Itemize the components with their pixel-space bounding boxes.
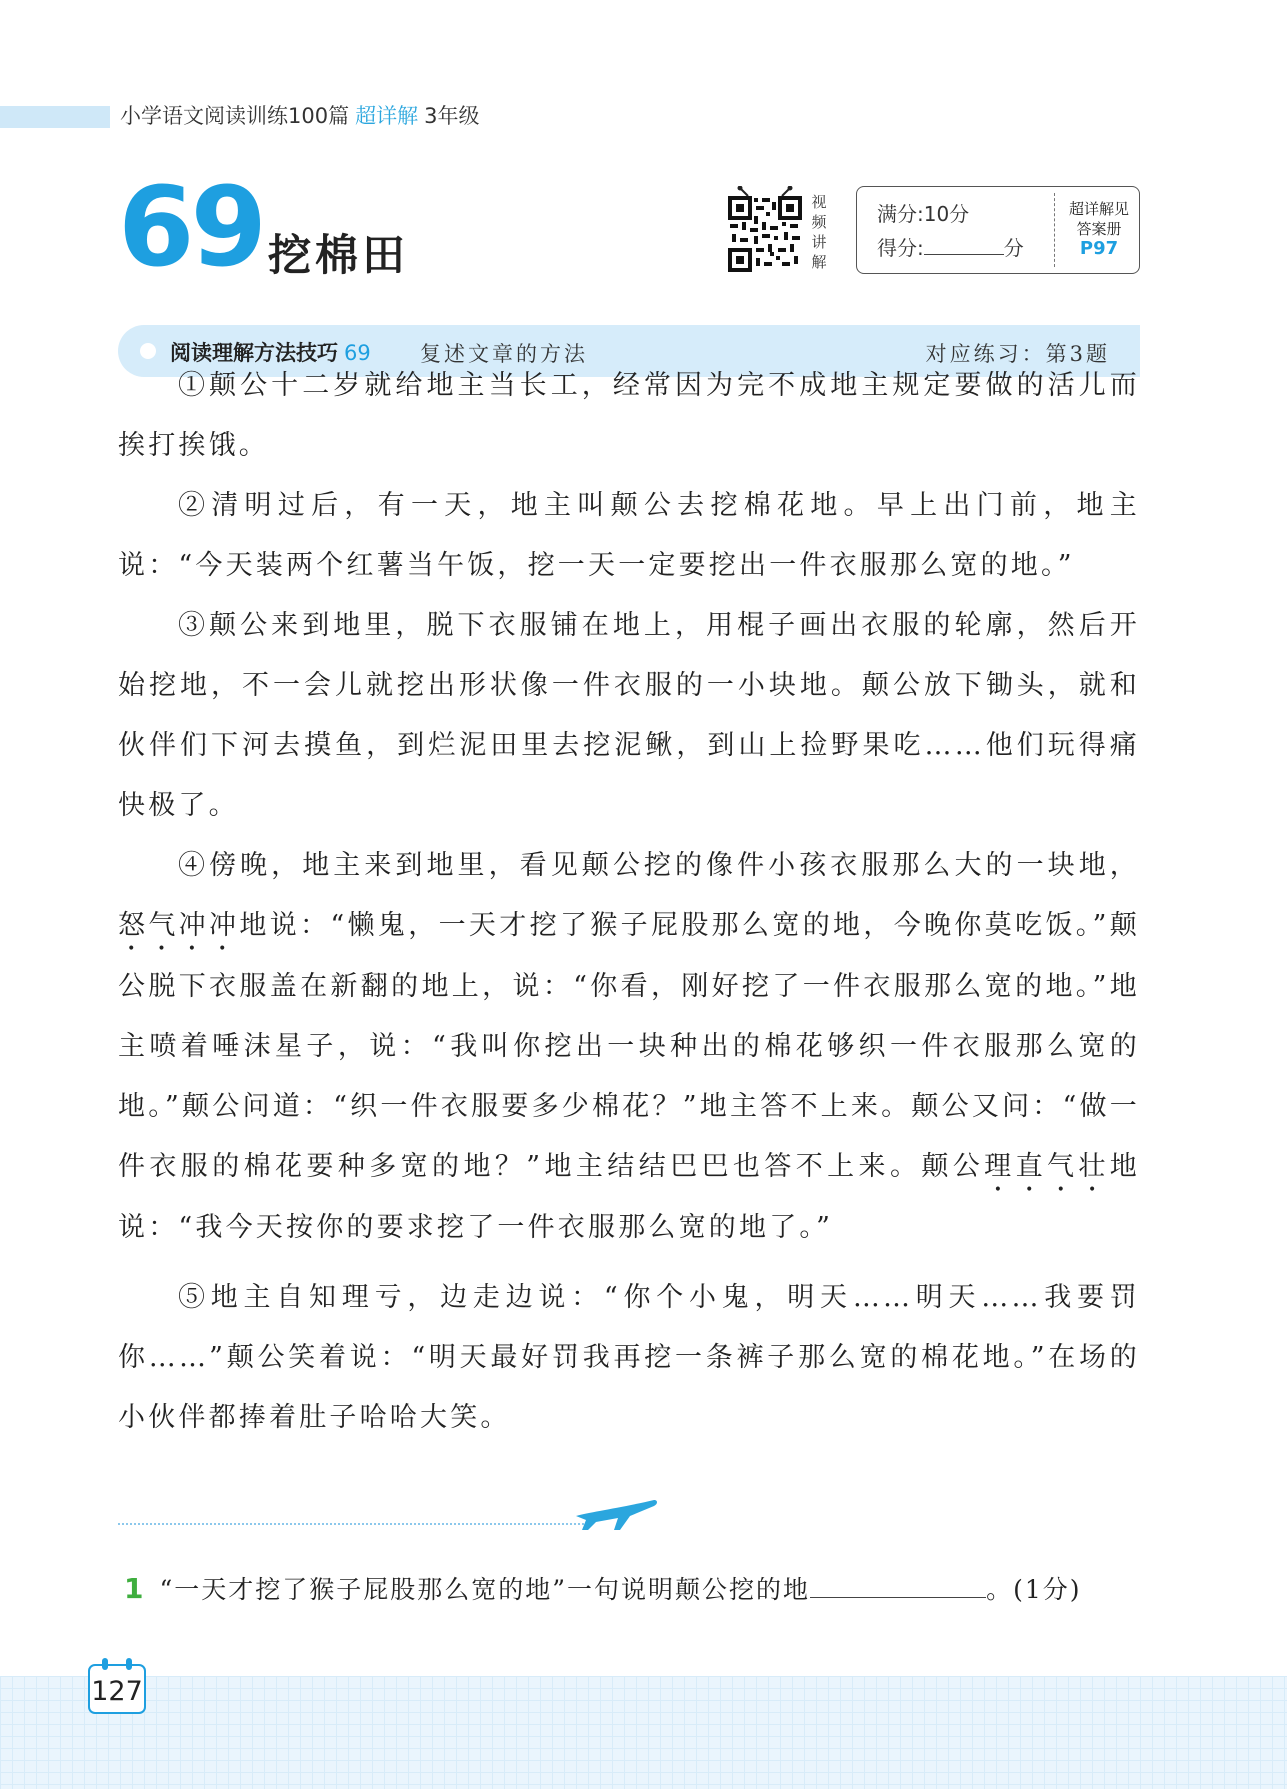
running-head	[120, 100, 479, 130]
airplane-icon	[570, 1494, 660, 1534]
calendar-ring-icon	[102, 1658, 108, 1670]
edition-highlight: 超详解	[355, 104, 419, 128]
emphasis-nuqichongchong: 怒气冲冲	[118, 910, 240, 941]
page-number: 127	[91, 1676, 143, 1707]
full-marks: 满分:10分	[877, 202, 970, 226]
emphasis-lizhiqizhuang: 理直气壮	[984, 1151, 1110, 1182]
page-number-badge	[88, 1664, 146, 1714]
method-topic: 复述文章的方法	[420, 342, 588, 366]
question-score: 。(1分)	[986, 1575, 1082, 1604]
method-label: 阅读理解方法技巧 69	[170, 341, 371, 365]
answer-reference: 超详解见 答案册 P97	[1059, 199, 1139, 259]
method-number: 69	[344, 341, 371, 365]
question-1	[124, 1570, 1081, 1606]
lesson-title: 挖棉田	[268, 231, 409, 281]
calendar-ring-icon	[126, 1658, 132, 1670]
answer-blank[interactable]	[810, 1575, 986, 1598]
header-accent-strip	[0, 106, 110, 128]
passage-paragraph-3: ③颠公来到地里，脱下衣服铺在地上，用棍子画出衣服的轮廓，然后开始挖地，不一会儿就挖出形状像一件衣服的一小块地。颠公放下锄头，就和伙伴们下河去摸鱼，到烂泥田里去挖泥鳅，到山上捡野果吃……他们玩得痛快极了。	[118, 610, 1140, 821]
section-divider	[118, 1523, 588, 1525]
question-text: “一天才挖了猴子屁股那么宽的地”一句说明颠公挖的地	[159, 1575, 811, 1604]
book-title: 小学语文阅读训练100篇	[120, 104, 350, 128]
passage-paragraph-4: ④傍晚，地主来到地里，看见颠公挖的像件小孩衣服那么大的一块地，怒气冲冲地说：“懒鬼，一天才挖了猴子屁股那么宽的地，今晚你莫吃饭。”颠公脱下衣服盖在新翻的地上，说：“你看，刚好挖了一件衣服那么宽的地。”地主喷着唾沫星子，说：“我叫你挖出一块种出的棉花够织一件衣服那么宽的地。”颠公问道：“织一件衣服要多少棉花？”地主答不上来。颠公又问：“做一件衣服的棉花要种多宽的地？”地主结结巴巴也答不上来。颠公理直气壮地说：“我今天按你的要求挖了一件衣服那么宽的地了。”	[118, 850, 1140, 1243]
footer-grid	[0, 1676, 1287, 1789]
question-number: 1	[124, 1572, 146, 1605]
score-divider	[1054, 193, 1055, 267]
grade-label: 3年级	[424, 104, 480, 128]
answer-page: P97	[1079, 238, 1119, 259]
method-practice: 对应练习：第3题	[925, 342, 1110, 366]
passage-paragraph-1: ①颠公十二岁就给地主当长工，经常因为完不成地主规定要做的活儿而挨打挨饿。	[118, 370, 1140, 461]
qr-code-icon[interactable]	[726, 186, 804, 274]
score-field[interactable]: 得分: 分	[877, 236, 1024, 260]
passage-paragraph-5: ⑤地主自知理亏，边走边说：“你个小鬼，明天……明天……我要罚你……”颠公笑着说：“明天最好罚我再挖一条裤子那么宽的棉花地。”在场的小伙伴都捧着肚子哈哈大笑。	[118, 1282, 1140, 1433]
score-box	[856, 186, 1140, 274]
passage-paragraph-2: ②清明过后，有一天，地主叫颠公去挖棉花地。早上出门前，地主说：“今天装两个红薯当午饭，挖一天一定要挖出一件衣服那么宽的地。”	[118, 490, 1140, 581]
qr-video-label: 视 频 讲 解	[811, 193, 827, 271]
lesson-number: 69	[118, 163, 264, 291]
score-blank[interactable]	[924, 234, 1004, 255]
score-info	[877, 197, 1024, 265]
